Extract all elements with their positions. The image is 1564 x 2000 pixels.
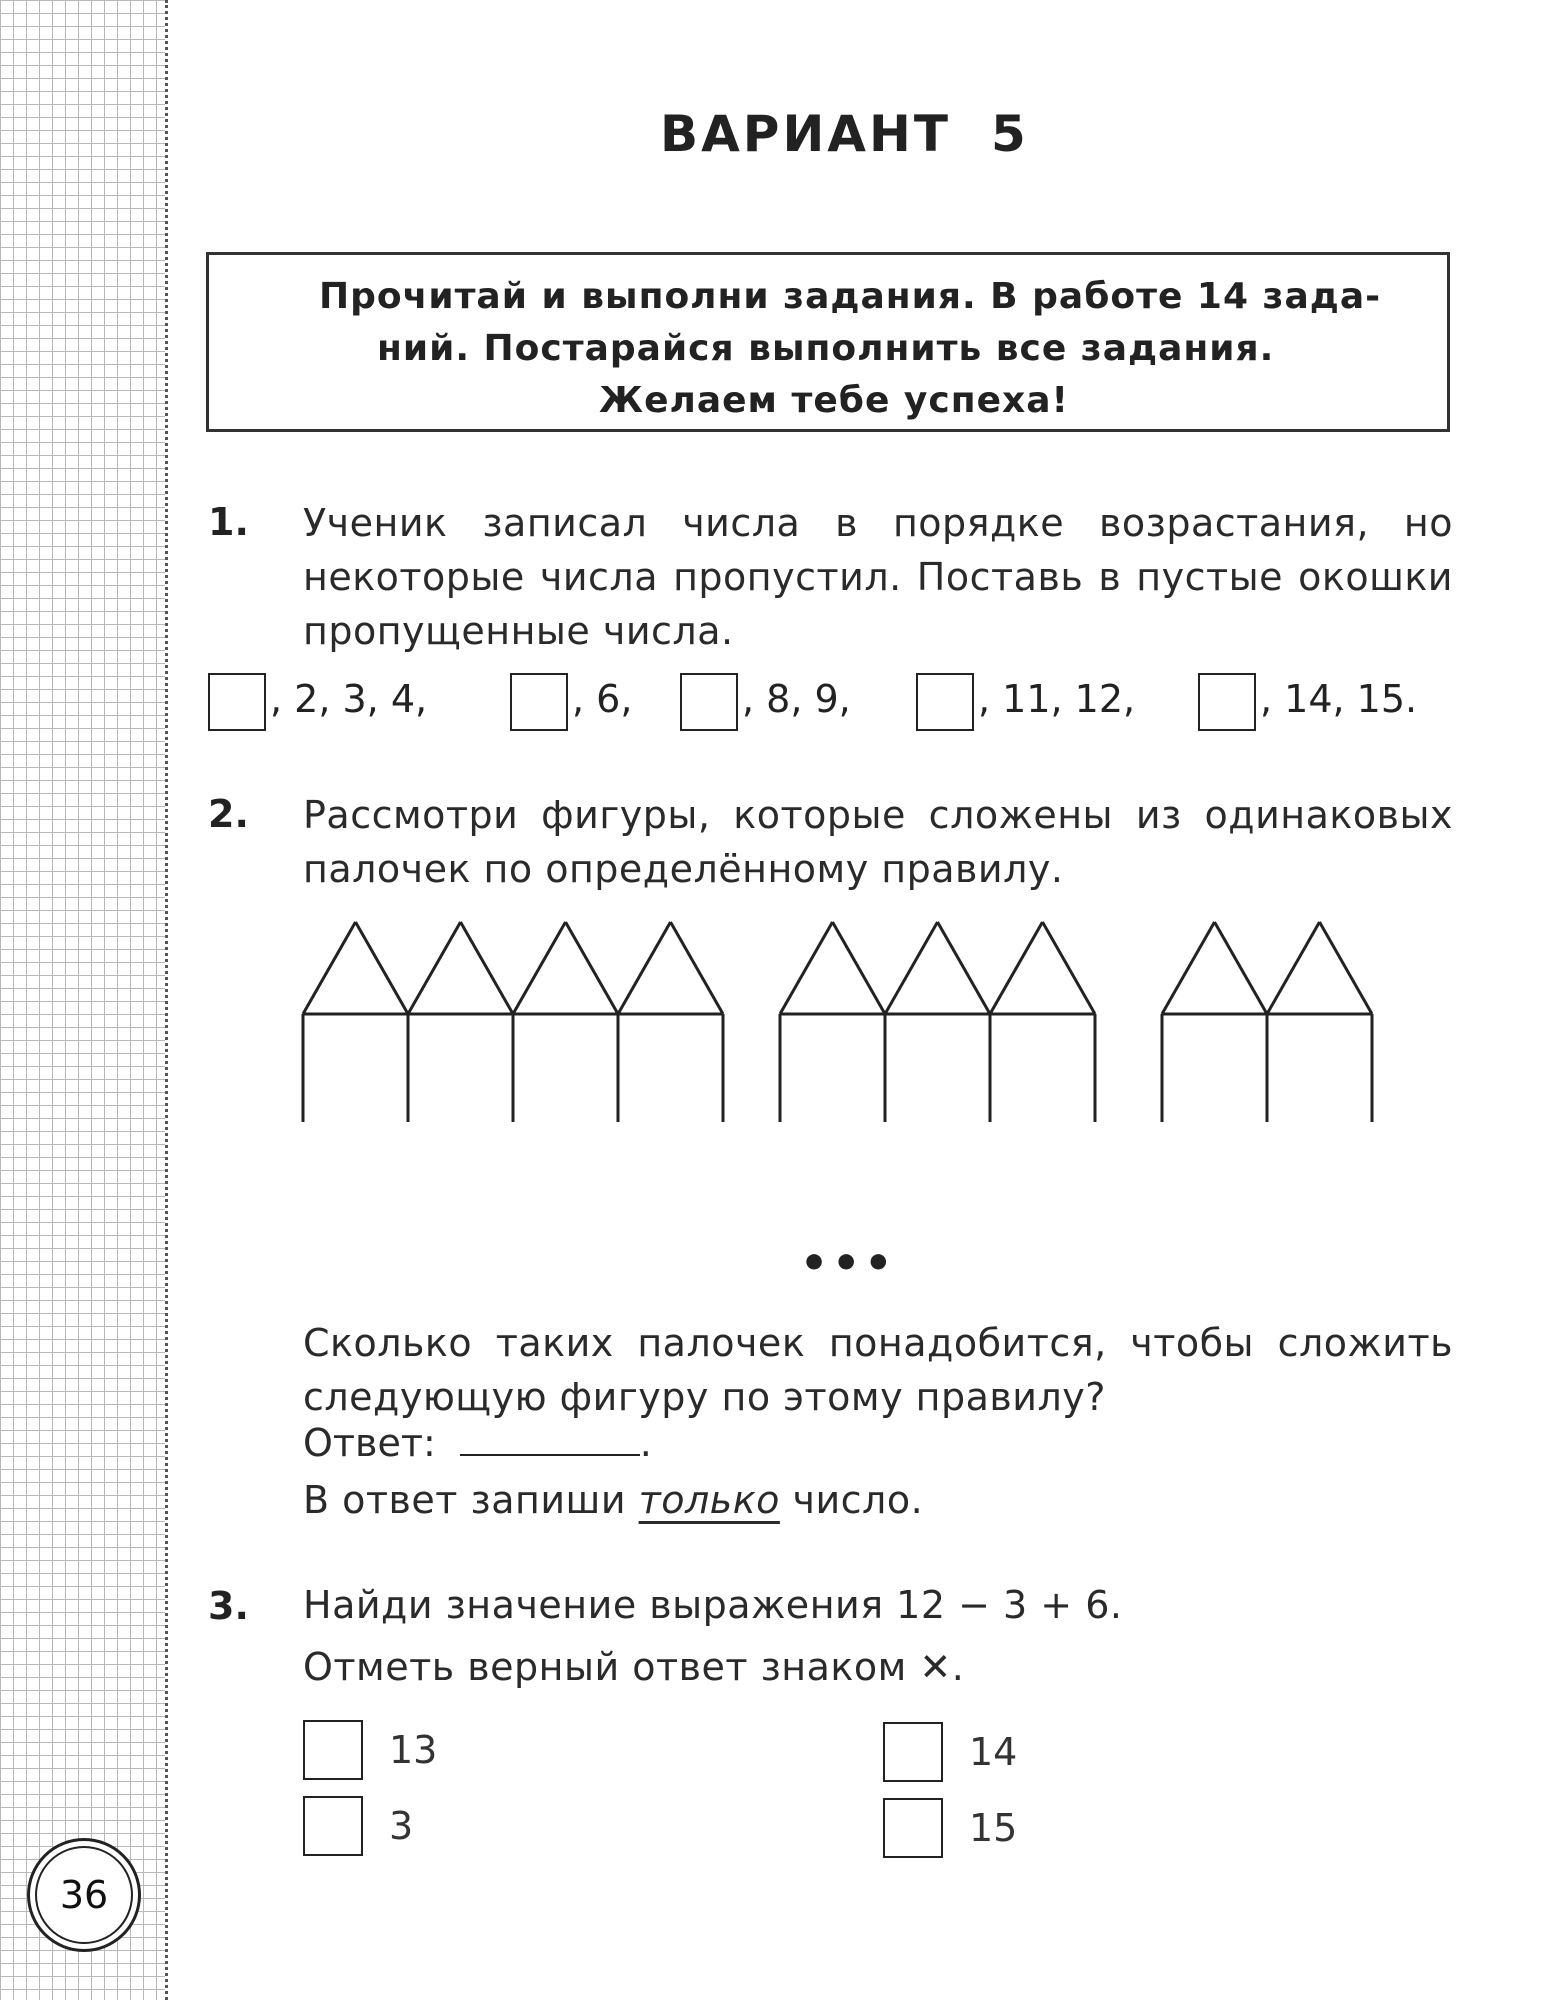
continuation-dots: ••• xyxy=(800,1238,897,1289)
figure-3-roof-stick xyxy=(1215,922,1268,1014)
title-word: ВАРИАНТ xyxy=(660,105,951,163)
page-number-badge xyxy=(27,1838,141,1952)
sequence-text-3: , 8, 9, xyxy=(742,677,851,721)
sequence-text-5: , 14, 15. xyxy=(1260,677,1418,721)
figure-1-roof-stick xyxy=(566,922,619,1014)
answer-period: . xyxy=(639,1421,652,1465)
task-2-text: Рассмотри фигуры, которые сложены из одинаковых палочек по определённому правилу. xyxy=(303,793,1453,891)
figure-1-roof-stick xyxy=(671,922,724,1014)
sequence-text-1: , 2, 3, 4, xyxy=(270,677,428,721)
option-label: 13 xyxy=(389,1728,438,1772)
figure-3-roof-stick xyxy=(1162,922,1215,1014)
task-1-text: Ученик записал числа в порядке возрастания, но некоторые числа пропустил. Поставь в пустые окошки пропущенные числа. xyxy=(303,501,1453,653)
figure-1-roof-stick xyxy=(303,922,356,1014)
option-checkbox[interactable] xyxy=(883,1722,943,1782)
variant-number: 5 xyxy=(990,105,1029,163)
option-checkbox[interactable] xyxy=(303,1720,363,1780)
figure-2-roof-stick xyxy=(885,922,938,1014)
note-after: число. xyxy=(792,1478,924,1522)
option-label: 15 xyxy=(969,1806,1018,1850)
option-14[interactable] xyxy=(883,1722,1017,1782)
option-label: 3 xyxy=(389,1804,414,1848)
option-checkbox[interactable] xyxy=(883,1798,943,1858)
figure-1-roof-stick xyxy=(618,922,671,1014)
option-checkbox[interactable] xyxy=(303,1796,363,1856)
figure-2-roof-stick xyxy=(780,922,833,1014)
task-2-question: Сколько таких палочек понадобится, чтобы сложить следующую фигуру по этому правилу? xyxy=(303,1321,1453,1419)
figure-3-roof-stick xyxy=(1320,922,1373,1014)
instructions-line-1: Прочитай и выполни задания. В работе 14 зада- xyxy=(319,276,1382,317)
task-3-number: 3. xyxy=(208,1584,249,1628)
option-13[interactable] xyxy=(303,1720,437,1780)
sequence-text-4: , 11, 12, xyxy=(978,677,1136,721)
figure-1-roof-stick xyxy=(513,922,566,1014)
page-number: 36 xyxy=(59,1873,109,1917)
figure-3-roof-stick xyxy=(1267,922,1320,1014)
option-label: 14 xyxy=(969,1730,1018,1774)
answer-row xyxy=(303,1418,652,1465)
answer-note xyxy=(303,1478,923,1522)
option-3[interactable] xyxy=(303,1796,413,1856)
answer-label: Ответ: xyxy=(303,1421,436,1465)
instructions-line-3: Желаем тебе успеха! xyxy=(599,380,1069,421)
task-3-instruction: Отметь верный ответ знаком ✕. xyxy=(303,1645,965,1689)
task-1-number: 1. xyxy=(208,500,249,544)
figure-2-roof-stick xyxy=(938,922,991,1014)
figure-2-roof-stick xyxy=(990,922,1043,1014)
task-2-number: 2. xyxy=(208,792,249,836)
figure-1-roof-stick xyxy=(356,922,409,1014)
figure-1-roof-stick xyxy=(461,922,514,1014)
note-before: В ответ запиши xyxy=(303,1478,627,1522)
task-3-expression: Найди значение выражения 12 − 3 + 6. xyxy=(303,1583,1123,1627)
option-15[interactable] xyxy=(883,1798,1017,1858)
note-emphasis: только xyxy=(638,1478,780,1522)
answer-input-line[interactable] xyxy=(460,1418,640,1456)
figure-2-roof-stick xyxy=(1043,922,1096,1014)
sequence-text-2: , 6, xyxy=(572,677,633,721)
figure-1-roof-stick xyxy=(408,922,461,1014)
instructions-line-2: ний. Постарайся выполнить все задания. xyxy=(377,328,1275,369)
figure-2-roof-stick xyxy=(833,922,886,1014)
